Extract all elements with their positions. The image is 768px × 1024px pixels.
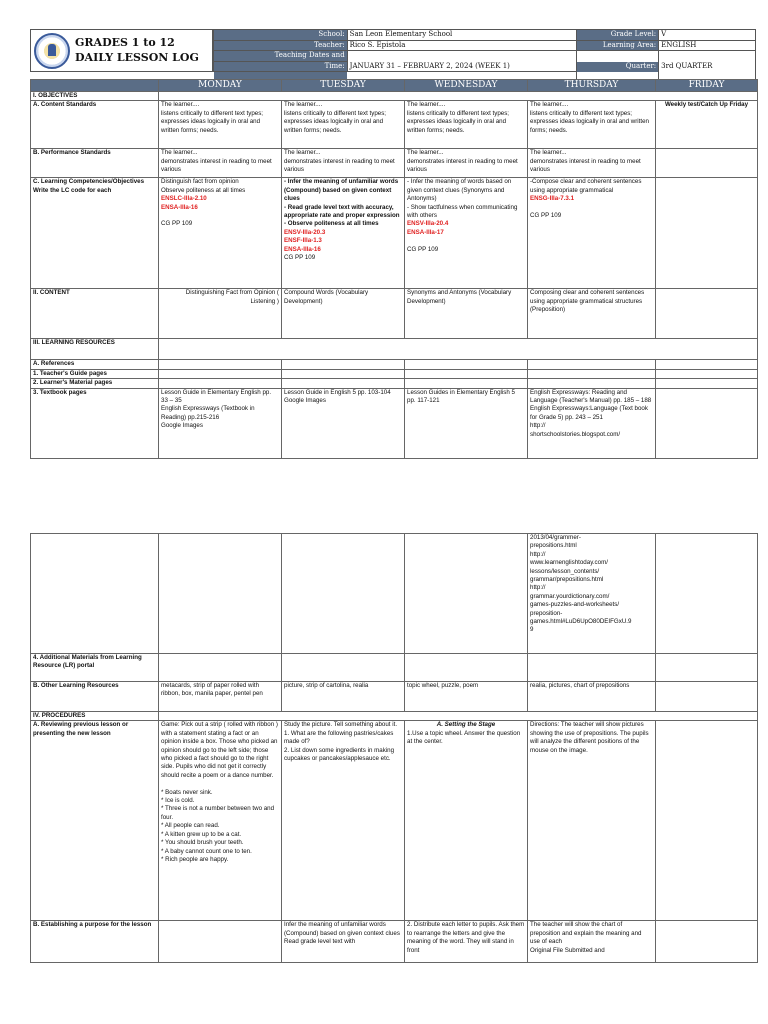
content-standards-tue: The learner.... listens critically to different text types; expresses ideas logically in oral and written forms; needs. xyxy=(282,101,405,149)
cg-reference: CG PP 109 xyxy=(407,245,439,253)
content-standards-wed: The learner.... listens critically to different text types; expresses ideas logically in oral and written forms; needs. xyxy=(405,101,528,149)
reviewing-thu: Directions: The teacher will show pictures showing the use of prepositions. The pupils will analyze the different positions of the mouse on the image. xyxy=(528,721,656,921)
header-info-table xyxy=(213,29,756,83)
competencies-wed xyxy=(405,178,528,289)
procedures-label: IV. PROCEDURES xyxy=(31,712,159,721)
header-title-line1: GRADES 1 to 12 xyxy=(75,36,175,49)
lc-code: ENSV-IIIa-20.3 xyxy=(284,228,326,236)
header-title-box xyxy=(30,29,213,72)
textbook-tue: Lesson Guide in English 5 pp. 103-104 Google Images xyxy=(282,388,405,458)
school-label: School: xyxy=(214,30,348,41)
dates-label-line2: Time: xyxy=(214,61,348,72)
other-resources-wed: topic wheel, puzzle, poem xyxy=(405,682,528,712)
competencies-wed-text: - Infer the meaning of words based on given context clues (Synonyms and Antonyms) - Show tactfulness when communicating with others xyxy=(407,178,518,220)
content-thu: Composing clear and coherent sentences using appropriate grammatical structures (Preposition) xyxy=(528,289,656,339)
textbook-thu: English Expressways: Reading and Language (Teacher's Manual) pp. 185 – 188 English Expressways:Language (Text book for Grade 5) pp. 243 – 251 http:// shortschoolstories.blogspot.com/ xyxy=(528,388,656,458)
other-resources-mon: metacards, strip of paper rolled with ribbon, box, manila paper, pentel pen xyxy=(159,682,282,712)
competencies-thu xyxy=(528,178,656,289)
content-label: II. CONTENT xyxy=(31,289,159,339)
lc-code: ENSV-IIIa-20.4 xyxy=(407,220,449,228)
day-header-thursday: THURSDAY xyxy=(528,80,656,92)
reviewing-mon: Game: Pick out a strip ( rolled with ribbon ) with a statement stating a fact or an opinion inside a box. Those who picked an opinion should go to the left side; those who picked a fact should go to the right side. Pupils who did not get it correctly should recite a poem or a dance number. * Boats never sink. * Ice is cold. * Three is not a number between two and four. * All people can read. * A kitten grew up to be a cat. * You should brush your teeth. * A baby cannot count one to ten. * Rich people are happy. xyxy=(159,721,282,921)
performance-standards-tue: The learner... demonstrates interest in reading to meet various xyxy=(282,149,405,178)
competencies-tue xyxy=(282,178,405,289)
performance-standards-wed: The learner... demonstrates interest in reading to meet various xyxy=(405,149,528,178)
performance-standards-thu: The learner... demonstrates interest in reading to meet various xyxy=(528,149,656,178)
performance-standards-label: B. Performance Standards xyxy=(31,149,159,178)
dates-value: JANUARY 31 – FEBRUARY 2, 2024 (WEEK 1) xyxy=(347,51,577,72)
reviewing-tue: Study the picture. Tell something about it. 1. What are the following pastries/cakes made of? 2. List down some ingredients in making cupcakes or pancakes/applesauce etc. xyxy=(282,721,405,921)
lc-code: ENSA-IIIa-16 xyxy=(161,203,198,211)
purpose-label: B. Establishing a purpose for the lesson xyxy=(31,921,159,963)
teacher-value: Rico S. Epistola xyxy=(347,40,577,51)
competencies-mon-text: Distinguish fact from opinion Observe politeness at all times xyxy=(161,178,246,194)
cg-reference: CG PP 109 xyxy=(530,212,562,220)
content-wed: Synonyms and Antonyms (Vocabulary Development) xyxy=(405,289,528,339)
reviewing-label: A. Reviewing previous lesson or presenting the new lesson xyxy=(31,721,159,921)
reviewing-wed xyxy=(405,721,528,921)
cg-reference: CG PP 109 xyxy=(284,254,316,262)
dates-label-line1: Teaching Dates and xyxy=(214,51,348,62)
teacher-label: Teacher: xyxy=(214,40,348,51)
competencies-label: C. Learning Competencies/Objectives Write the LC code for each xyxy=(31,178,159,289)
content-standards-label: A. Content Standards xyxy=(31,101,159,149)
textbook-mon: Lesson Guide in Elementary English pp. 33 – 35 English Expressways (Textbook in Reading) pp.215-216 Google Images xyxy=(159,388,282,458)
learners-material-label: 2. Learner's Material pages xyxy=(31,379,159,388)
day-header-tuesday: TUESDAY xyxy=(282,80,405,92)
lc-code: ENSF-IIIa-1.3 xyxy=(284,237,322,245)
content-standards-fri: Weekly test/Catch Up Friday xyxy=(656,101,758,149)
other-resources-tue: picture, strip of cartolina, realia xyxy=(282,682,405,712)
competency-item: - Infer the meaning of unfamiliar words (Compound) based on given context clues xyxy=(284,178,399,203)
school-value: San Leon Elementary School xyxy=(347,30,577,41)
header-title-line2: DAILY LESSON LOG xyxy=(75,51,199,64)
content-standards-thu: The learner.... listens critically to different text types; expresses ideas logically in oral and written forms; needs. xyxy=(528,101,656,149)
purpose-thu: The teacher will show the chart of preposition and explain the meaning and use of each Original File Submitted and xyxy=(528,921,656,963)
lesson-table-page1 xyxy=(30,79,758,459)
purpose-tue: Infer the meaning of unfamiliar words (Compound) based on given context clues Read grade level text with xyxy=(282,921,405,963)
teachers-guide-label: 1. Teacher's Guide pages xyxy=(31,369,159,378)
day-header-monday: MONDAY xyxy=(159,80,282,92)
performance-standards-mon: The learner... demonstrates interest in reading to meet various xyxy=(159,149,282,178)
grade-value: V xyxy=(659,30,756,41)
quarter-label: Quarter: xyxy=(577,62,659,73)
content-mon: Distinguishing Fact from Opinion ( Listening ) xyxy=(159,289,282,339)
day-header-friday: FRIDAY xyxy=(656,80,758,92)
references-label: A. References xyxy=(31,360,159,369)
objectives-label: I. OBJECTIVES xyxy=(31,92,159,101)
lesson-table-page2 xyxy=(30,533,758,963)
learning-resources-label: III. LEARNING RESOURCES xyxy=(31,339,159,360)
textbook-thu-continued: 2013/04/grammer- prepositions.html http:// www.learnenglishtoday.com/ lessons/lesson_contents/ grammar/prepositions.html http:// grammar.yourdictionary.com/ games-puzzles-and-worksheets/ preposition- games.html#LuD6UpO80DEIFGxU.9 9 xyxy=(528,534,656,654)
textbook-wed: Lesson Guides in Elementary English 5 pp. 117-121 xyxy=(405,388,528,458)
setting-the-stage-title: A. Setting the Stage xyxy=(436,721,496,729)
other-resources-label: B. Other Learning Resources xyxy=(31,682,159,712)
area-label: Learning Area: xyxy=(577,40,659,51)
day-header-wednesday: WEDNESDAY xyxy=(405,80,528,92)
area-value: ENGLISH xyxy=(659,40,756,51)
competencies-mon xyxy=(159,178,282,289)
lc-code: ENSA-IIIa-16 xyxy=(284,245,321,253)
lc-code: ENSLC-IIIa-2.10 xyxy=(161,195,207,203)
competency-item: - Read grade level text with accuracy, appropriate rate and proper expression xyxy=(284,203,400,220)
additional-materials-label: 4. Additional Materials from Learning Resource (LR) portal xyxy=(31,654,159,682)
other-resources-thu: realia, pictures, chart of prepositions xyxy=(528,682,656,712)
content-standards-mon: The learner.... listens critically to different text types; expresses ideas logically in oral and written forms; needs. xyxy=(159,101,282,149)
document-header xyxy=(30,29,756,72)
purpose-wed: 2. Distribute each letter to pupils. Ask them to rearrange the letters and give the meaning of the word. They will stand in front xyxy=(405,921,528,963)
lc-code: ENSG-IIIa-7.3.1 xyxy=(530,195,575,203)
textbook-label: 3. Textbook pages xyxy=(31,388,159,458)
cg-reference: CG PP 109 xyxy=(161,220,193,228)
content-tue: Compound Words (Vocabulary Development) xyxy=(282,289,405,339)
deped-seal-icon xyxy=(34,33,70,69)
competency-item: - Observe politeness at all times xyxy=(284,220,379,228)
reviewing-wed-text: 1.Use a topic wheel. Answer the question at the center. xyxy=(407,729,521,746)
quarter-value: 3rd QUARTER xyxy=(659,62,756,73)
lc-code: ENSA-IIIa-17 xyxy=(407,228,444,236)
grade-label: Grade Level: xyxy=(577,30,659,41)
competencies-thu-text: -Compose clear and coherent sentences using appropriate grammatical xyxy=(530,178,642,194)
